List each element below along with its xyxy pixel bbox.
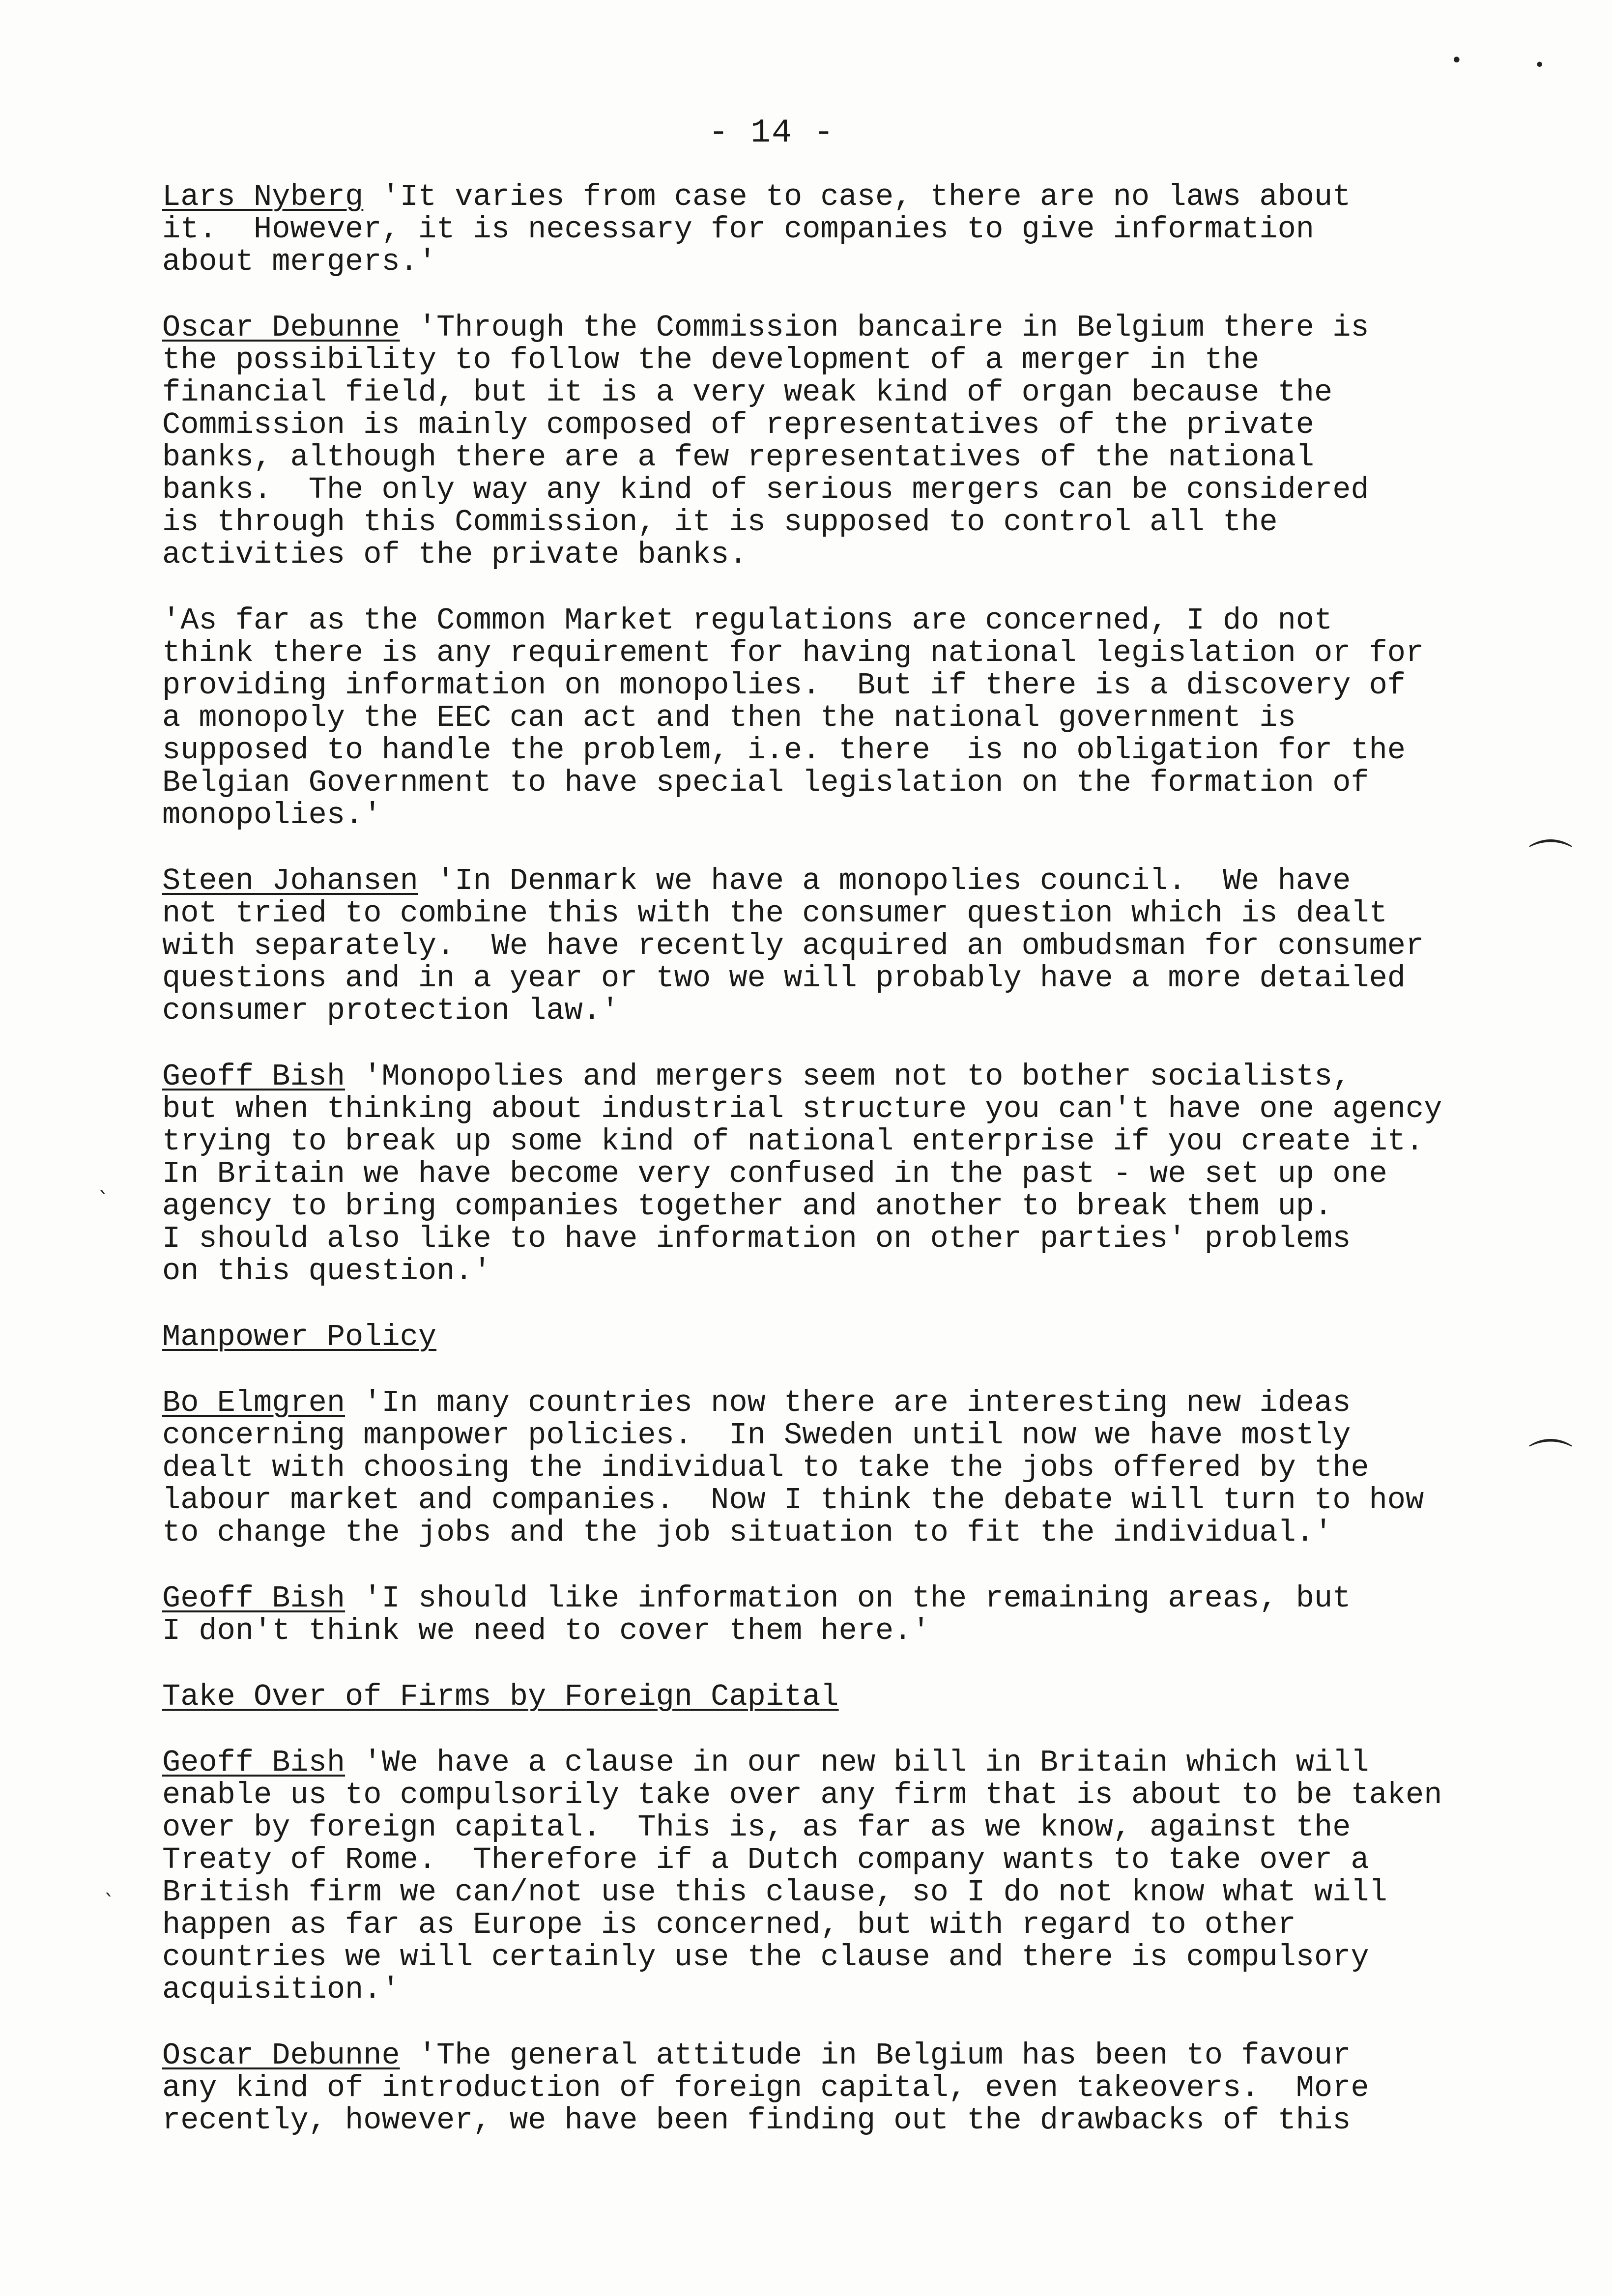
statement-text: 'It varies from case to case, there are no laws about it. However, it is necessary for companies to give information about mergers.' [162, 179, 1351, 279]
statement-text: 'Through the Commission bancaire in Belgium there is the possibility to follow the development of a merger in the financial field, but it is a very weak kind of organ because the Commission is mainly composed of representatives of the private banks, although there are a few representatives of the national banks. The only way any kind of serious mergers can be considered is through this Commission, it is supposed to control all the activities of the private banks. [162, 310, 1369, 572]
speaker-name: Lars Nyberg [162, 179, 364, 214]
document-body [162, 181, 1538, 2170]
statement-text: 'I should like information on the remaining areas, but I don't think we need to cover them here.' [162, 1581, 1351, 1648]
margin-arc-mark: ⌒ [1528, 1435, 1573, 1487]
speaker-name: Geoff Bish [162, 1745, 345, 1780]
statement-text: 'In Denmark we have a monopolies council. We have not tried to combine this with the consumer question which is dealt with separately. We have recently acquired an ombudsman for consumer questions and in a year or two we will probably have a more detailed consumer protection law.' [162, 863, 1424, 1028]
statement-text: 'We have a clause in our new bill in Britain which will enable us to compulsorily take over any firm that is about to be taken over by foreign capital. This is, as far as we know, against the Treaty of Rome. Therefore if a Dutch company wants to take over a British firm we can/not use this clause, so I do not know what will happen as far as Europe is concerned, but with regard to other countries we will certainly use the clause and there is compulsory acquisition.' [162, 1745, 1442, 2007]
statement-paragraph [162, 312, 1538, 571]
statement-text: 'In many countries now there are interesting new ideas concerning manpower policies. In Sweden until now we have mostly dealt with choosing the individual to take the jobs offered by the labour market and companies. Now I think the debate will turn to how to change the jobs and the job situation to fit the individual.' [162, 1385, 1424, 1550]
statement-paragraph [162, 1582, 1538, 1647]
speaker-name: Oscar Debunne [162, 2038, 400, 2073]
statement-paragraph [162, 2039, 1538, 2137]
statement-text: 'The general attitude in Belgium has been to favour any kind of introduction of foreign capital, even takeovers. More recently, however, we have been finding out the drawbacks of this [162, 2038, 1369, 2138]
statement-paragraph [162, 1061, 1538, 1288]
page-number: - 14 - [708, 114, 835, 152]
margin-dot-mark: • [1451, 49, 1463, 72]
section-heading-manpower-policy: Manpower Policy [162, 1320, 437, 1354]
statement-paragraph [162, 181, 1538, 278]
margin-dot-mark: • [1534, 55, 1545, 75]
statement-text: 'Monopolies and mergers seem not to bother socialists, but when thinking about industrial structure you can't have one agency trying to break up some kind of national enterprise if you create it. In Britain we have become very confused in the past - we set up one agency to bring companies together and another to break them up. I should also like to have information on other parties' problems on this question.' [162, 1059, 1442, 1289]
speaker-name: Steen Johansen [162, 863, 418, 898]
statement-paragraph [162, 865, 1538, 1027]
speaker-name: Oscar Debunne [162, 310, 400, 345]
margin-tick-mark: ˎ [98, 1170, 109, 1194]
statement-paragraph [162, 1387, 1538, 1549]
section-heading-take-over: Take Over of Firms by Foreign Capital [162, 1679, 839, 1714]
speaker-name: Geoff Bish [162, 1581, 345, 1616]
margin-arc-mark: ⌒ [1528, 836, 1573, 888]
margin-tick-mark: ˎ [104, 1872, 115, 1896]
statement-text: 'As far as the Common Market regulations are concerned, I do not think there is any requirement for having national legislation or for providing information on monopolies. But if there is a discovery of a monopoly the EEC can act and then the national government is supposed to handle the problem, i.e. there is no obligation for the Belgian Government to have special legislation on the formation of monopolies.' [162, 603, 1424, 832]
speaker-name: Bo Elmgren [162, 1385, 345, 1420]
statement-paragraph [162, 604, 1538, 832]
statement-paragraph [162, 1747, 1538, 2006]
speaker-name: Geoff Bish [162, 1059, 345, 1094]
